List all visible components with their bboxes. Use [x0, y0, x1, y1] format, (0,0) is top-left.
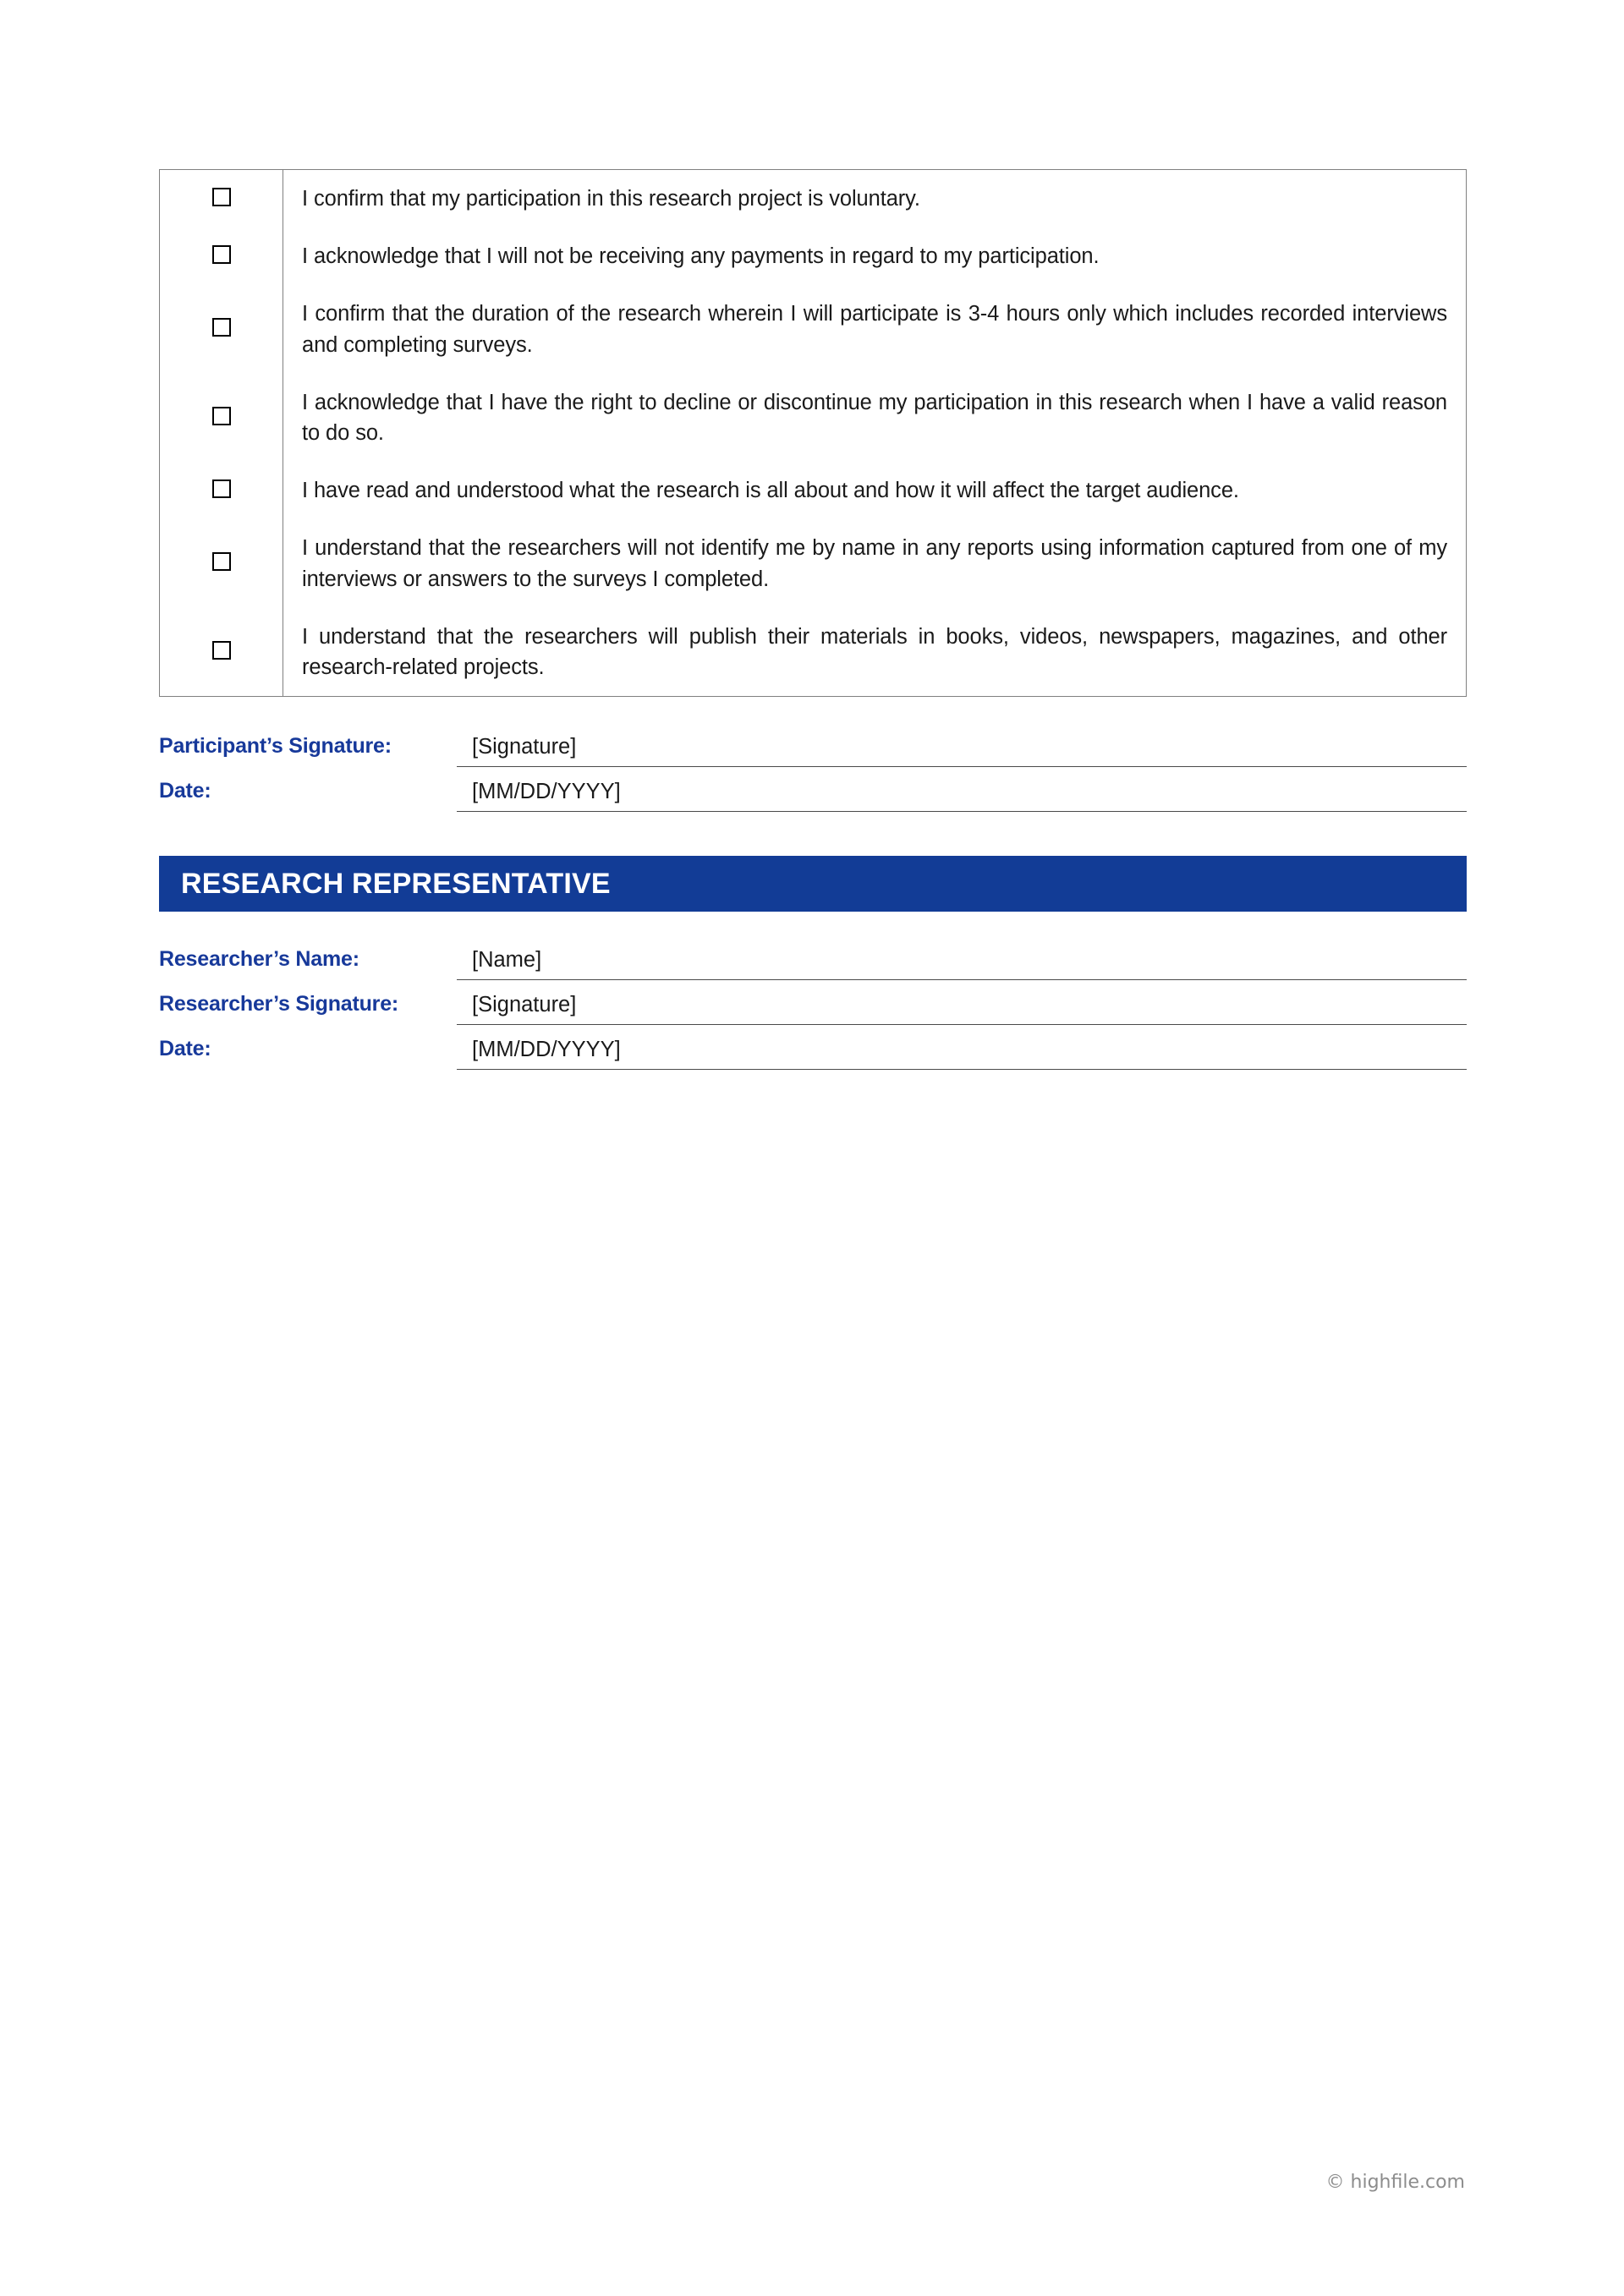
checkbox-cell-2[interactable] — [160, 227, 283, 285]
consent-text-cell-4 — [283, 374, 1467, 462]
research-representative-section-header — [159, 856, 1467, 912]
researcher-name-input[interactable] — [457, 948, 1467, 980]
consent-item-label: I have read and understood what the research is all about and how it will affect the target audience. — [302, 479, 1239, 503]
consent-item-label: I understand that the researchers will not identify me by name in any reports using information captured from one of my interviews or answers to the surveys I completed. — [302, 536, 1447, 591]
checkbox-cell-3[interactable] — [160, 285, 283, 373]
checkbox-cell-6[interactable] — [160, 519, 283, 607]
section-title: RESEARCH REPRESENTATIVE — [181, 867, 611, 900]
consent-text-cell-1 — [283, 170, 1467, 228]
consent-item-label: I acknowledge that I will not be receiving any payments in regard to my participation. — [302, 244, 1100, 269]
checkbox-cell-4[interactable] — [160, 374, 283, 462]
researcher-signature-value: [Signature] — [472, 993, 577, 1017]
checkbox-icon[interactable] — [212, 245, 231, 264]
checkbox-cell-5[interactable] — [160, 462, 283, 519]
checkbox-icon[interactable] — [212, 479, 231, 498]
field-row-researcher-date — [159, 1037, 1467, 1070]
field-row-researcher-signature — [159, 992, 1467, 1025]
researcher-date-input[interactable] — [457, 1038, 1467, 1070]
researcher-name-label: Researcher’s Name: — [159, 947, 359, 972]
participant-signature-input[interactable] — [457, 735, 1467, 767]
participant-signature-block — [159, 734, 1467, 812]
consent-item-label: I confirm that the duration of the research wherein I will participate is 3-4 hours only which includes recorded interviews and completing surveys. — [302, 302, 1447, 357]
researcher-signature-label: Researcher’s Signature: — [159, 992, 399, 1016]
checkbox-icon[interactable] — [212, 188, 231, 206]
participant-signature-value: [Signature] — [472, 735, 577, 759]
researcher-fields-block — [159, 947, 1467, 1070]
field-row-researcher-name — [159, 947, 1467, 980]
consent-text-cell-6 — [283, 519, 1467, 607]
checkbox-icon[interactable] — [212, 641, 231, 660]
consent-item-label: I confirm that my participation in this research project is voluntary. — [302, 187, 920, 211]
table-row — [160, 227, 1467, 285]
researcher-signature-input[interactable] — [457, 993, 1467, 1025]
checkbox-icon[interactable] — [212, 318, 231, 337]
checkbox-cell-7[interactable] — [160, 608, 283, 697]
participant-date-input[interactable] — [457, 780, 1467, 812]
footer-copyright: © highfile.com — [1325, 2172, 1465, 2193]
researcher-date-label: Date: — [159, 1037, 211, 1061]
table-row — [160, 285, 1467, 373]
table-row — [160, 374, 1467, 462]
consent-text-cell-5 — [283, 462, 1467, 519]
table-row — [160, 462, 1467, 519]
table-row — [160, 170, 1467, 228]
participant-date-value: [MM/DD/YYYY] — [472, 780, 621, 804]
document-content — [159, 169, 1467, 1082]
consent-item-label: I understand that the researchers will publish their materials in books, videos, newspapers, magazines, and other research-related projects. — [302, 624, 1447, 680]
participant-signature-label: Participant’s Signature: — [159, 734, 392, 759]
researcher-name-value: [Name] — [472, 948, 542, 973]
field-row-participant-signature — [159, 734, 1467, 767]
checkbox-icon[interactable] — [212, 552, 231, 571]
consent-text-cell-7 — [283, 608, 1467, 697]
participant-date-label: Date: — [159, 779, 211, 803]
consent-text-cell-3 — [283, 285, 1467, 373]
table-row — [160, 608, 1467, 697]
table-row — [160, 519, 1467, 607]
consent-text-cell-2 — [283, 227, 1467, 285]
checkbox-cell-1[interactable] — [160, 170, 283, 228]
checkbox-icon[interactable] — [212, 407, 231, 425]
consent-checklist-table — [159, 169, 1467, 697]
field-row-participant-date — [159, 779, 1467, 812]
researcher-date-value: [MM/DD/YYYY] — [472, 1038, 621, 1062]
consent-item-label: I acknowledge that I have the right to decline or discontinue my participation in this research when I have a valid reason to do so. — [302, 390, 1447, 446]
